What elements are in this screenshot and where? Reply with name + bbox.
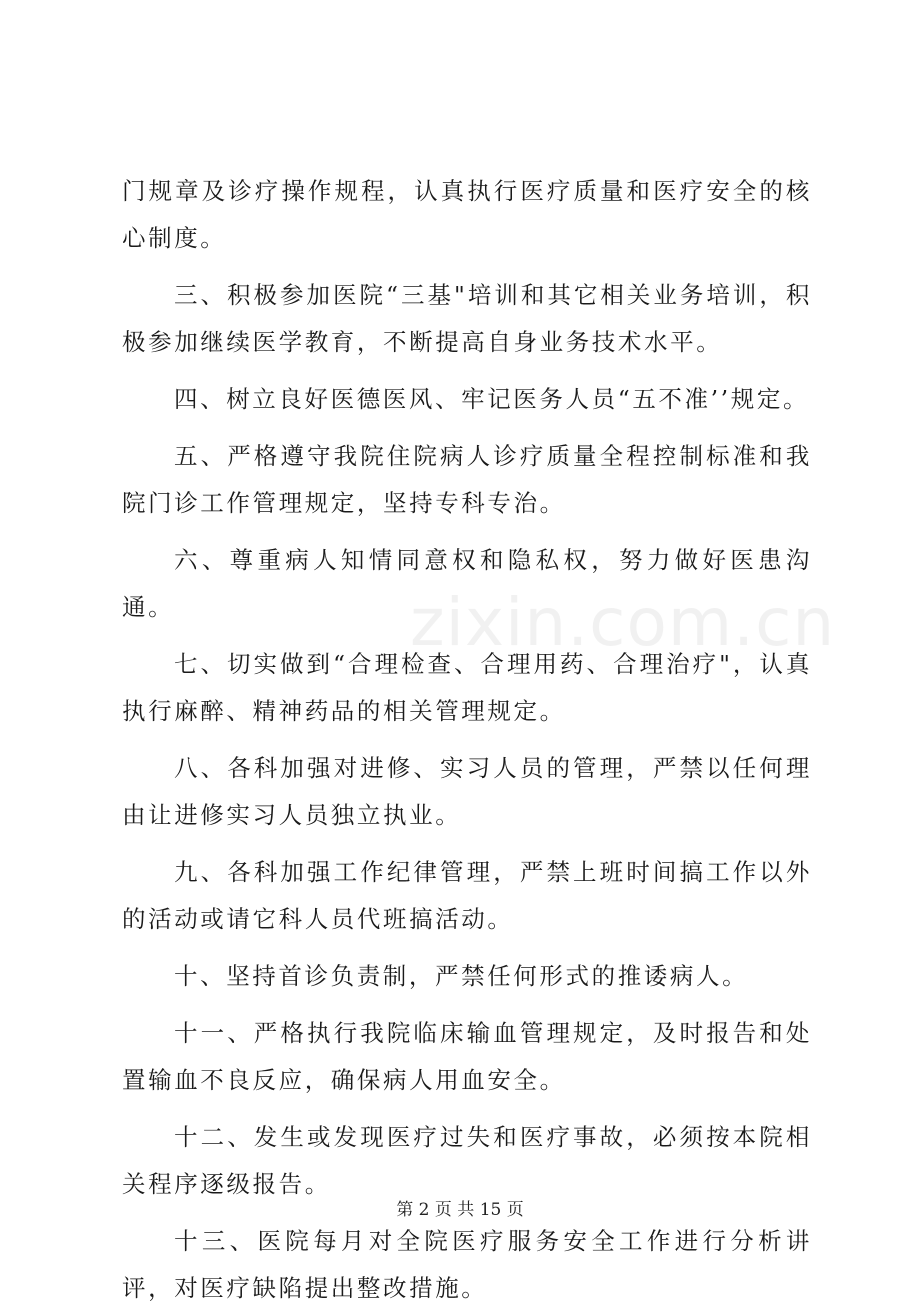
site-watermark: zixin.com.cn — [410, 584, 836, 661]
paragraph-item-13: 十三、医院每月对全院医疗服务安全工作进行分析讲评，对医疗缺陷提出整改措施。 — [122, 1227, 812, 1302]
paragraph-item-7: 七、切实做到“合理检查、合理用药、合理治疗"，认真执行麻醉、精神药品的相关管理规定。 — [122, 650, 812, 725]
paragraph-continuation: 门规章及诊疗操作规程，认真执行医疗质量和医疗安全的核心制度。 — [122, 177, 812, 252]
paragraph-item-4: 四、树立良好医德医风、牢记医务人员“五不准’’规定。 — [174, 385, 810, 413]
paragraph-item-9: 九、各科加强工作纪律管理，严禁上班时间搞工作以外的活动或请它科人员代班搞活动。 — [122, 858, 812, 933]
paragraph-item-6: 六、尊重病人知情同意权和隐私权，努力做好医患沟通。 — [122, 546, 812, 621]
paragraph-item-5: 五、严格遵守我院住院病人诊疗质量全程控制标准和我院门诊工作管理规定，坚持专科专治。 — [122, 442, 812, 517]
paragraph-item-8: 八、各科加强对进修、实习人员的管理，严禁以任何理由让进修实习人员独立执业。 — [122, 754, 812, 829]
paragraph-item-12: 十二、发生或发现医疗过失和医疗事故，必须按本院相关程序逐级报告。 — [122, 1123, 812, 1198]
paragraph-item-11: 十一、严格执行我院临床输血管理规定，及时报告和处置输血不良反应，确保病人用血安全。 — [122, 1019, 812, 1094]
page-number-footer: 第 2 页 共 15 页 — [396, 1200, 524, 1220]
document-body — [122, 168, 812, 1312]
paragraph-item-10: 十、坚持首诊负责制，严禁任何形式的推诿病人。 — [174, 962, 749, 990]
paragraph-item-3: 三、积极参加医院“三基"培训和其它相关业务培训，积极参加继续医学教育，不断提高自身业务技术水平。 — [122, 281, 812, 356]
